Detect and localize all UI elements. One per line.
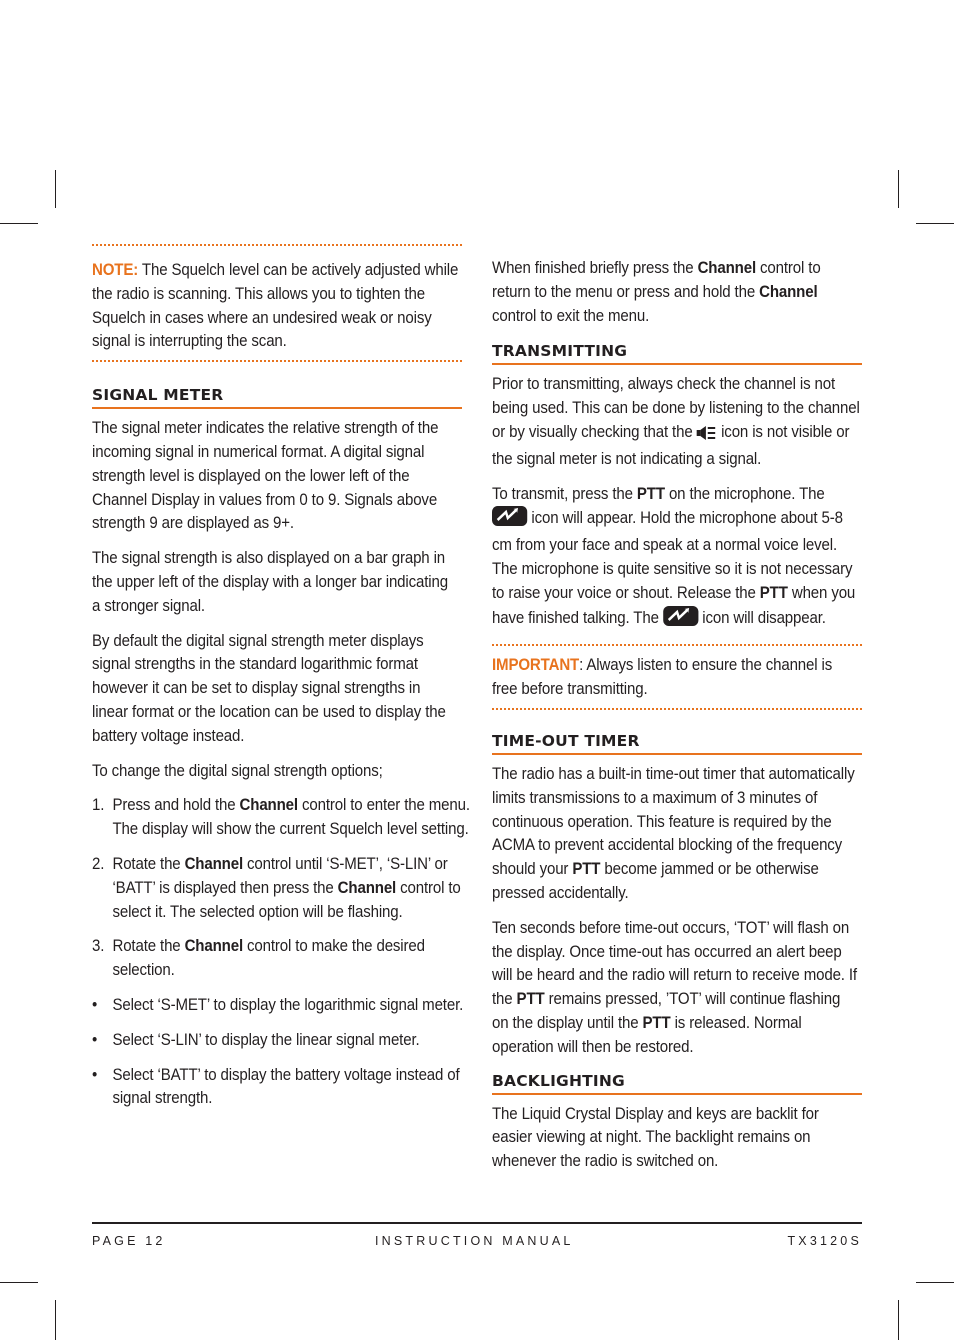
step-text: control to enter the menu. The display will show the current Squelch level setting. <box>112 796 470 839</box>
step-1 <box>92 794 481 842</box>
signal-meter-paragraph-4: To change the digital signal strength options; <box>92 761 383 780</box>
bold-text: PTT <box>516 990 545 1009</box>
crop-mark <box>0 223 38 224</box>
bullet-icon: • <box>92 1065 98 1084</box>
crop-mark <box>898 1300 899 1340</box>
bullet-text: Select ‘BATT’ to display the battery voltage instead of signal strength. <box>112 1065 460 1108</box>
text: is released. Normal operation will then be restored. <box>492 1013 802 1056</box>
crop-mark <box>0 1282 38 1283</box>
text: become jammed or be otherwise pressed accidentally. <box>492 860 819 902</box>
text: icon will disappear. <box>698 608 826 627</box>
transmitting-heading: TRANSMITTING <box>492 342 862 365</box>
crop-mark <box>898 170 899 208</box>
bullet-item <box>92 994 481 1018</box>
bullet-text: Select ‘S-MET’ to display the logarithmic signal meter. <box>112 995 464 1014</box>
bold-text: Channel <box>697 259 756 277</box>
page-number: PAGE 12 <box>92 1234 166 1248</box>
bullet-item <box>92 1064 481 1112</box>
transmitting-paragraph-2 <box>492 483 860 634</box>
model-number: TX3120S <box>787 1234 862 1248</box>
bullet-icon: • <box>92 1030 98 1049</box>
step-bold: Channel <box>337 878 397 897</box>
text: Prior to transmitting, always check the channel is not being used. This can be done by listening to the channel or by visually checking that the <box>492 375 860 441</box>
signal-meter-paragraph-3: By default the digital signal strength meter displays signal strengths in the standard logarithmic format however it can be set to display signal strengths in linear format or the location can be used to display the battery voltage instead. <box>92 631 446 745</box>
step-text: control to select it. The selected option will be flashing. <box>112 878 461 921</box>
bold-text: PTT <box>636 484 665 503</box>
text: icon will appear. Hold the microphone about 5-8 cm from your face and speak at a normal voice level. The microphone is quite sensitive so it is not necessary to raise your voice or shout. Release the <box>492 509 853 602</box>
crop-mark <box>916 223 954 224</box>
step-text: control until ‘S-MET’, ‘S-LIN’ or ‘BATT’ is displayed then press the <box>112 854 448 897</box>
step-3 <box>92 935 481 983</box>
step-number: 2. <box>92 854 105 873</box>
speaker-icon <box>697 424 717 448</box>
backlighting-paragraph: The Liquid Crystal Display and keys are backlit for easier viewing at night. The backlight remains on whenever the radio is switched on. <box>492 1104 819 1171</box>
step-number: 3. <box>92 937 105 956</box>
text: icon is not visible or the signal meter is not indicating a signal. <box>492 422 850 468</box>
step-2 <box>92 853 481 924</box>
important-label: IMPORTANT <box>492 656 580 675</box>
note-divider-bottom <box>92 360 462 362</box>
bullet-icon: • <box>92 995 98 1014</box>
step-text: Press and hold the <box>112 796 240 815</box>
text: when you have finished talking. The <box>492 583 856 627</box>
bold-text: PTT <box>759 583 788 602</box>
text: control to return to the menu or press and hold the <box>492 259 821 301</box>
time-out-paragraph-2 <box>492 917 860 1060</box>
time-out-timer-heading: TIME-OUT TIMER <box>492 732 862 755</box>
transmit-icon <box>663 606 698 634</box>
important-divider-bottom <box>492 708 862 710</box>
signal-meter-heading: SIGNAL METER <box>92 386 462 409</box>
transmitting-paragraph-1 <box>492 373 860 471</box>
menu-exit-paragraph <box>492 257 860 328</box>
manual-title: INSTRUCTION MANUAL <box>375 1234 574 1248</box>
step-number: 1. <box>92 796 105 815</box>
text: The radio has a built-in time-out timer that automatically limits transmissions to a maximum of 3 minutes of continuous operation. This feature is required by the ACMA to prevent accidental blocking of the frequency should your <box>492 764 855 879</box>
signal-meter-paragraph-2: The signal strength is also displayed on a bar graph in the upper left of the display with a longer bar indicating a stronger signal. <box>92 549 448 615</box>
important-note <box>492 654 860 702</box>
bullet-text: Select ‘S-LIN’ to display the linear signal meter. <box>112 1030 420 1049</box>
bold-text: Channel <box>759 282 818 301</box>
important-divider-top <box>492 644 862 646</box>
text: When finished briefly press the <box>492 259 698 277</box>
bold-text: PTT <box>642 1013 671 1032</box>
bold-text: PTT <box>572 860 601 879</box>
step-bold: Channel <box>184 937 243 956</box>
backlighting-heading: BACKLIGHTING <box>492 1072 862 1095</box>
text: To transmit, press the <box>492 484 637 503</box>
important-text: : Always listen to ensure the channel is free before transmitting. <box>492 656 833 699</box>
text: Ten seconds before time-out occurs, ‘TOT’ will flash on the display. Once time-out has occurred an alert beep will be heard and the radio will return to receive mode. If the <box>492 918 857 1009</box>
signal-meter-paragraph-1: The signal meter indicates the relative strength of the incoming signal in numerical format. A digital signal strength level is displayed on the lower left of the Channel Display in values from 0 to 9. Signals above strength 9 are displayed as 9+. <box>92 419 439 533</box>
step-text: Rotate the <box>112 854 185 873</box>
text: control to exit the menu. <box>492 306 650 325</box>
note-text: The Squelch level can be actively adjusted while the radio is scanning. This allows you to tighten the Squelch in cases where an undesired weak or noisy signal is interrupting the scan. <box>92 261 459 351</box>
crop-mark <box>916 1282 954 1283</box>
step-text: Rotate the <box>112 937 185 956</box>
left-column <box>92 244 470 1122</box>
crop-mark <box>55 1300 56 1340</box>
note-label: NOTE: <box>92 261 139 279</box>
crop-mark <box>55 170 56 208</box>
step-bold: Channel <box>239 796 298 815</box>
page-footer <box>92 1222 862 1248</box>
bullet-item <box>92 1029 481 1053</box>
step-text: control to make the desired selection. <box>112 937 425 980</box>
text: on the microphone. The <box>664 484 825 503</box>
note <box>92 259 460 354</box>
transmit-icon <box>492 506 527 534</box>
time-out-paragraph-1 <box>492 763 860 906</box>
step-bold: Channel <box>184 854 243 873</box>
note-divider-top <box>92 244 462 246</box>
text: remains pressed, ’TOT’ will continue flashing on the display until the <box>492 990 841 1032</box>
right-column <box>492 257 862 1185</box>
